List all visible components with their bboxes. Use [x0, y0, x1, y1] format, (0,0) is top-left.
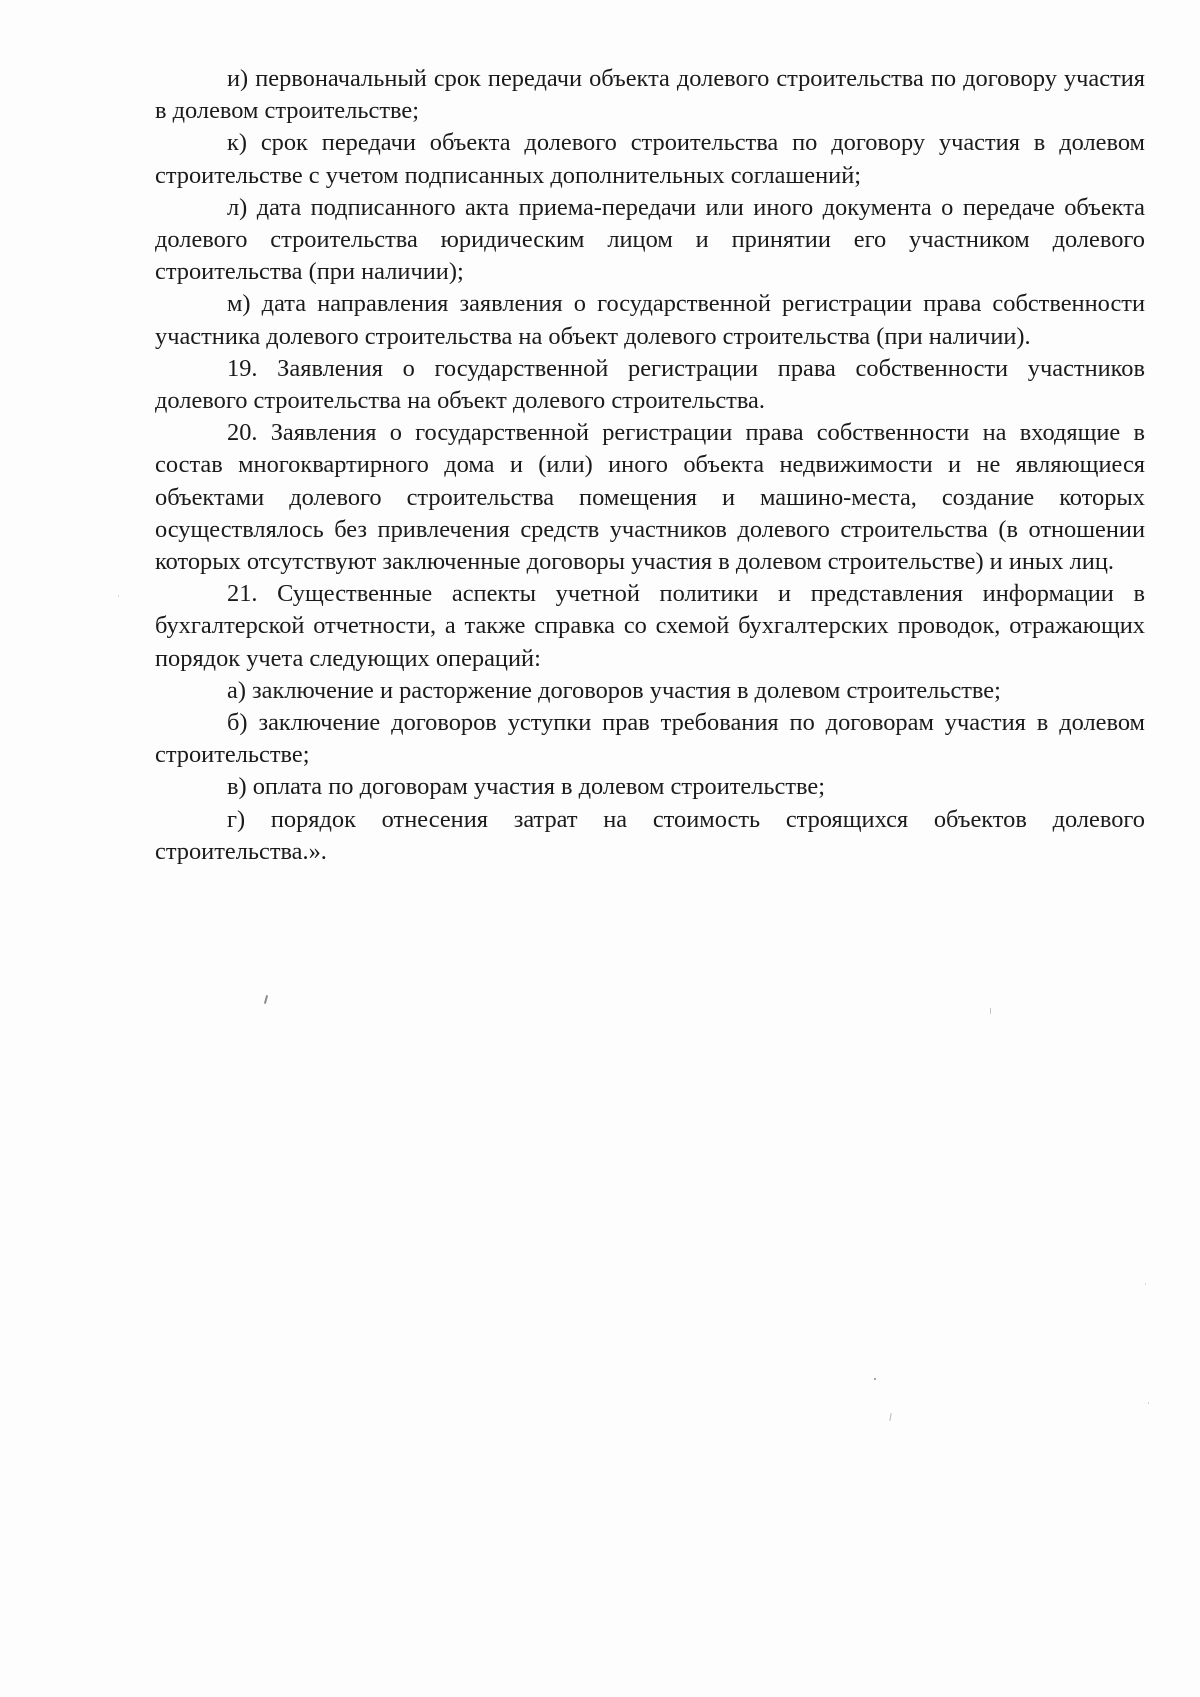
paragraph-19: 19. Заявления о государственной регистрации права собственности участников долевого строительства на объект долевого строительства. [155, 354, 1145, 415]
paragraph-21-b: б) заключение договоров уступки прав требования по договорам участия в долевом строительстве; [155, 709, 1145, 769]
scan-speck [889, 1413, 891, 1421]
scan-speck [118, 595, 119, 597]
scan-speck [264, 995, 268, 1004]
paragraph-21-g: г) порядок отнесения затрат на стоимость строящихся объектов долевого строительства.». [155, 805, 1145, 865]
scan-speck [1145, 1283, 1146, 1285]
paragraph-l: л) дата подписанного акта приема-передачи или иного документа о передаче объекта долевого строительства юридическим лицом и принятии его участником долевого строительства (при наличии); [155, 193, 1145, 286]
paragraph-20: 20. Заявления о государственной регистрации права собственности на входящие в состав многоквартирного дома и (или) иного объекта недвижимости и не являющиеся объектами долевого строительства помещения и машино-места, создание которых осуществлялось без привлечения средств участников долевого строительства (в отношении которых отсутствуют заключенные договоры участия в долевом строительстве) и иных лиц. [155, 419, 1145, 576]
paragraph-21-v: в) оплата по договорам участия в долевом строительстве; [227, 773, 825, 801]
paragraph-21: 21. Существенные аспекты учетной политики и представления информации в бухгалтерской отчетности, а также справка со схемой бухгалтерских проводок, отражающих порядок учета следующих операций: [155, 580, 1145, 672]
scan-speck [1148, 1402, 1149, 1404]
paragraph-k: к) срок передачи объекта долевого строительства по договору участия в долевом строительстве с учетом подписанных дополнительных соглашений; [155, 129, 1145, 189]
paragraph-i: и) первоначальный срок передачи объекта долевого строительства по договору участия в долевом строительстве; [155, 65, 1145, 125]
document-body [155, 63, 1145, 868]
scan-speck [990, 1008, 991, 1014]
scan-speck [874, 1378, 876, 1380]
paragraph-m: м) дата направления заявления о государственной регистрации права собственности участника долевого строительства на объект долевого строительства (при наличии). [155, 290, 1145, 350]
paragraph-21-a: а) заключение и расторжение договоров участия в долевом строительстве; [227, 676, 1001, 704]
